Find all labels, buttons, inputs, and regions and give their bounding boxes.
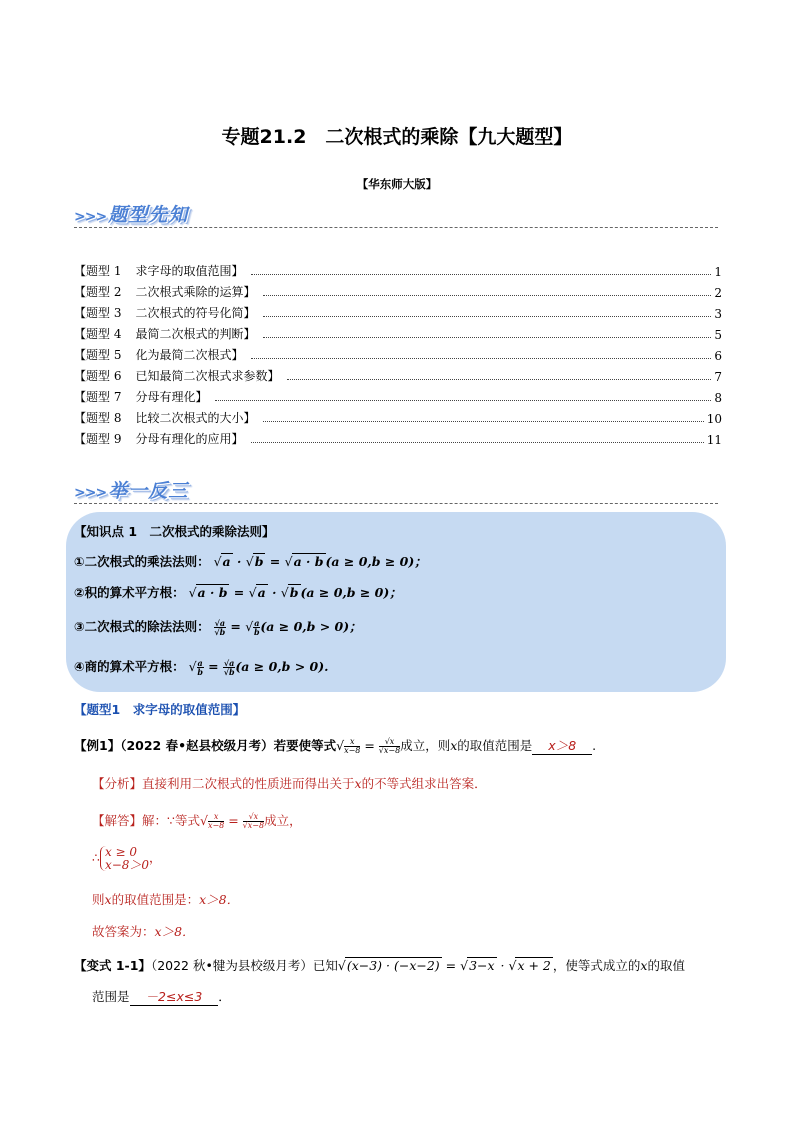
toc-entry: 【题型 4 最简二次根式的判断】 — [74, 327, 256, 341]
solution: 【解答】解：∵等式√ $\frac{x}{x-8}$ = $\frac{√x}{√x-8}$ 成立， — [92, 811, 302, 830]
rule4-condition: (a ≥ 0,b > 0) — [235, 659, 325, 674]
toc-page-number: 8 — [714, 391, 722, 405]
toc-entry: 【题型 3 二次根式的符号化简】 — [74, 306, 256, 320]
toc-row[interactable] — [74, 426, 722, 447]
knowledge-heading: 【知识点 1 二次根式的乘除法则】 — [74, 524, 275, 539]
rule1-condition: (a ≥ 0,b ≥ 0) — [325, 554, 415, 569]
therefore-symbol: ∴ — [92, 850, 100, 866]
solution-text: 解：∵等式 — [142, 813, 200, 828]
table-of-contents — [74, 258, 722, 447]
example-1: 【例1】（2022 春•赵县校级月考）若要使等式√ $\frac{x}{x-8}$ = $\frac{√x}{√x-8}$ 成立，则x的取值范围是 x＞8 . — [74, 736, 597, 755]
solution-tag: 【解答】 — [92, 813, 143, 828]
example-var: x — [450, 738, 458, 753]
variant-text3: 的取值 — [647, 958, 685, 973]
toc-leader — [263, 295, 711, 296]
rule-multiplication: ①二次根式的乘法法则： √a · √b = √a · b (a ≥ 0,b ≥ 0)； — [74, 554, 427, 569]
final-prefix: 故答案为： — [92, 924, 155, 939]
toc-banner — [74, 200, 188, 227]
variant-1-1: 【变式 1-1】（2022 秋•犍为县校级月考）已知√(x−3) · (−x−2) = √3−x · √x + 2 ，使等式成立的x的取值 — [74, 958, 685, 973]
banner-arrows-icon: >>> — [74, 209, 107, 225]
rule3-label: ③二次根式的除法法则： — [74, 619, 210, 634]
analysis-text: 直接利用二次根式的性质进而得出关于 — [142, 776, 355, 791]
example-suffix: 的取值范围是 — [457, 738, 533, 753]
variant-end: ． — [218, 989, 231, 1004]
system-line-2: x−8＞0 — [104, 857, 150, 872]
toc-leader — [215, 400, 711, 401]
toc-row[interactable] — [74, 405, 722, 426]
toc-leader — [251, 358, 711, 359]
variant-text2: ，使等式成立的 — [552, 958, 641, 973]
analysis — [92, 774, 487, 792]
rule4-label: ④商的算术平方根： — [74, 659, 185, 674]
toc-entry: 【题型 7 分母有理化】 — [74, 390, 208, 404]
range-value: x＞8． — [199, 892, 240, 907]
rule3-condition: (a ≥ 0,b > 0) — [260, 619, 350, 634]
divider — [74, 227, 718, 228]
rule-product-root: ②积的算术平方根： √a · b = √a · √b (a ≥ 0,b ≥ 0)； — [74, 585, 402, 600]
practice-banner — [74, 476, 188, 503]
toc-leader — [263, 421, 703, 422]
section-heading: 【题型1 求字母的取值范围】 — [74, 702, 246, 717]
variant-line2: 范围是 — [92, 989, 130, 1004]
variant-text: （2022 秋•犍为县校级月考）已知 — [150, 958, 338, 973]
toc-entry: 【题型 1 求字母的取值范围】 — [74, 264, 244, 278]
variant-answer: －2≤x≤3 — [130, 987, 219, 1006]
toc-page-number: 7 — [714, 370, 722, 384]
rule1-label: ①二次根式的乘法法则： — [74, 554, 210, 569]
example-answer: x＞8 — [532, 736, 592, 755]
toc-banner-label: 题型先知 — [108, 204, 189, 226]
toc-row[interactable] — [74, 342, 722, 363]
inequality-system — [92, 846, 162, 871]
solution-text2: 成立， — [264, 813, 302, 828]
toc-row[interactable] — [74, 258, 722, 279]
example-prefix: 【例1】（2022 春•赵县校级月考）若要使等式 — [74, 738, 337, 753]
toc-leader — [251, 442, 703, 443]
toc-entry: 【题型 2 二次根式乘除的运算】 — [74, 285, 256, 299]
variant-1-1-line2 — [92, 987, 231, 1006]
rule2-condition: (a ≥ 0,b ≥ 0) — [300, 585, 390, 600]
toc-row[interactable] — [74, 363, 722, 384]
example-end: . — [592, 738, 597, 753]
rule-division: ③二次根式的除法法则： $\frac{√a}{√b}$ = √ $\frac{a}{b}$ (a ≥ 0,b > 0)； — [74, 617, 362, 637]
analysis-text2: 的不等式组求出答案． — [361, 776, 487, 791]
toc-page-number: 6 — [714, 349, 722, 363]
toc-entry: 【题型 5 化为最简二次根式】 — [74, 348, 244, 362]
divider — [74, 503, 718, 504]
rule2-label: ②积的算术平方根： — [74, 585, 185, 600]
toc-row[interactable] — [74, 300, 722, 321]
toc-page-number: 2 — [714, 286, 722, 300]
final-answer — [92, 922, 195, 940]
toc-page-number: 1 — [714, 265, 722, 279]
rule-quotient-root: ④商的算术平方根： √ $\frac{a}{b}$ = $\frac{√a}{√b}$ (a ≥ 0,b > 0). — [74, 657, 329, 677]
range-var: x — [104, 892, 112, 907]
toc-page-number: 3 — [714, 307, 722, 321]
toc-page-number: 5 — [714, 328, 722, 342]
range-line — [92, 890, 239, 908]
variant-tag: 【变式 1-1】 — [74, 958, 151, 973]
practice-banner-label: 举一反三 — [108, 480, 189, 502]
toc-row[interactable] — [74, 279, 722, 300]
toc-row[interactable] — [74, 321, 722, 342]
toc-leader — [263, 337, 711, 338]
analysis-tag: 【分析】 — [92, 776, 143, 791]
toc-entry: 【题型 9 分母有理化的应用】 — [74, 432, 244, 446]
range-prefix: 则 — [92, 892, 105, 907]
edition-label: 【华东师大版】 — [356, 177, 438, 191]
toc-leader — [251, 274, 711, 275]
toc-page-number: 11 — [706, 433, 722, 447]
system-line-1: x ≥ 0 — [104, 845, 138, 859]
system-end: ， — [149, 850, 162, 866]
variant-var: x — [640, 958, 648, 973]
toc-entry: 【题型 6 已知最简二次根式求参数】 — [74, 369, 280, 383]
final-value: x＞8． — [154, 924, 195, 939]
example-mid: 成立，则 — [400, 738, 451, 753]
page-title: 专题21.2 二次根式的乘除【九大题型】 — [221, 126, 573, 148]
system-brace — [100, 846, 149, 871]
toc-page-number: 10 — [706, 412, 722, 426]
toc-entry: 【题型 8 比较二次根式的大小】 — [74, 411, 256, 425]
range-suffix: 的取值范围是： — [111, 892, 200, 907]
toc-row[interactable] — [74, 384, 722, 405]
toc-leader — [263, 316, 711, 317]
banner-arrows-icon: >>> — [74, 485, 107, 501]
analysis-var: x — [354, 776, 362, 791]
toc-leader — [287, 379, 711, 380]
